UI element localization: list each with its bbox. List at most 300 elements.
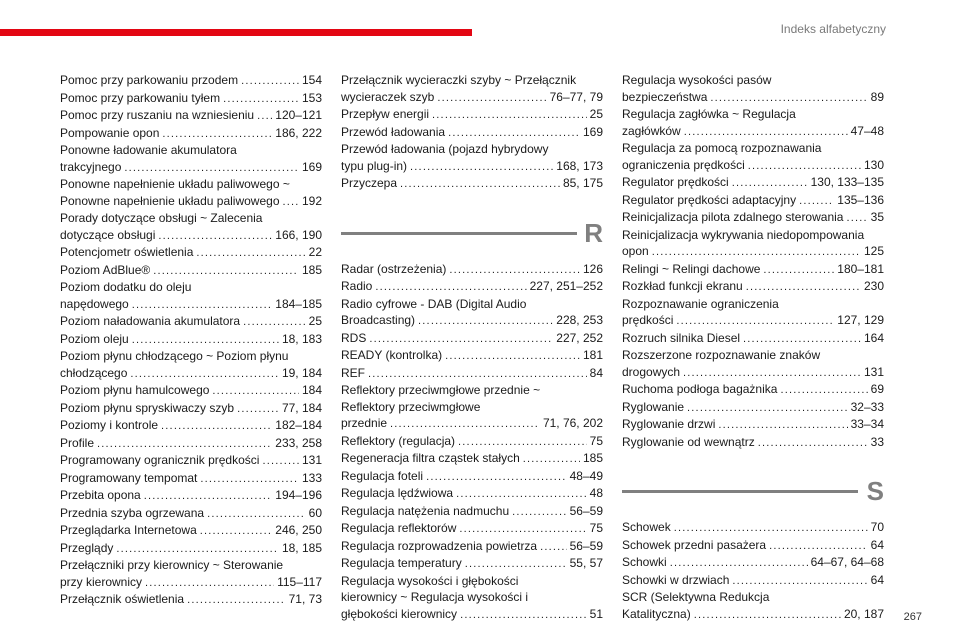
- entry-text: Poziom dodatku do oleju: [60, 280, 192, 294]
- entry-pages: 76–77, 79: [549, 89, 603, 104]
- entry-pages: 227, 252: [556, 330, 603, 345]
- entry-text: Regulator prędkości: [622, 175, 729, 189]
- index-entry-line: [622, 192, 884, 210]
- entry-pages: 56–59: [569, 538, 603, 553]
- dot-leader: [426, 469, 567, 486]
- dot-leader: [187, 592, 286, 609]
- index-entry-line: [341, 124, 603, 142]
- dot-leader: [418, 313, 553, 330]
- entry-text: napędowego: [60, 296, 129, 311]
- entry-text: przednie: [341, 416, 388, 430]
- index-entry-line: [60, 227, 322, 245]
- entry-pages: 186, 222: [275, 125, 322, 140]
- entry-pages: 18, 185: [281, 540, 322, 555]
- entry-pages: 185: [301, 262, 322, 277]
- entry-text: Relingi ~ Relingi dachowe: [622, 261, 761, 276]
- index-entry-line: [341, 278, 603, 296]
- index-entry-line: [60, 522, 322, 540]
- index-column-3: [622, 72, 884, 623]
- index-entry-line: [341, 89, 603, 107]
- entry-text: Rozszerzone rozpoznawanie znaków: [622, 348, 821, 362]
- index-entry-line: [60, 244, 322, 262]
- index-entry-line: [622, 364, 884, 382]
- index-entry-line: [341, 538, 603, 556]
- dot-leader: [196, 245, 305, 262]
- entry-text: typu plug-in): [341, 158, 408, 173]
- index-entry-line: [60, 72, 322, 90]
- index-entry-line: [341, 106, 603, 124]
- entry-pages: 130: [863, 157, 884, 172]
- index-entry-line: [622, 209, 884, 227]
- entry-pages: 56–59: [569, 503, 603, 518]
- entry-pages: 246, 250: [275, 523, 322, 537]
- index-entry-line: [341, 415, 603, 433]
- entry-pages: 71, 73: [288, 592, 322, 606]
- entry-pages: 135–136: [837, 192, 884, 207]
- entry-pages: 51: [589, 606, 603, 621]
- entry-text: ograniczenia prędkości: [622, 157, 745, 172]
- index-entry-line: [622, 174, 884, 192]
- index-entry-line: [60, 382, 322, 400]
- index-entry-line: [60, 313, 322, 331]
- entry-pages: 47–48: [850, 123, 884, 138]
- dot-leader: [780, 382, 867, 399]
- dot-leader: [223, 91, 299, 108]
- index-column-1: [60, 72, 322, 609]
- entry-text: Regeneracja filtra cząstek stałych: [341, 451, 520, 465]
- dot-leader: [161, 418, 272, 435]
- index-entry-line: [341, 382, 603, 399]
- entry-text: Poziom oleju: [60, 331, 129, 346]
- index-entry-line: [60, 557, 322, 574]
- entry-text: Potencjometr oświetlenia: [60, 245, 194, 259]
- entry-pages: 35: [870, 210, 884, 224]
- entry-text: dotyczące obsługi: [60, 227, 156, 242]
- entry-pages: 228, 253: [556, 313, 603, 327]
- entry-text: Schowek: [622, 520, 671, 534]
- entry-pages: 180–181: [837, 261, 884, 276]
- entry-pages: 230: [863, 279, 884, 293]
- dot-leader: [390, 416, 540, 433]
- index-entry-line: [60, 142, 322, 159]
- dot-leader: [670, 555, 808, 572]
- entry-pages: 64–67, 64–68: [810, 555, 884, 569]
- entry-text: Rozkład funkcji ekranu: [622, 279, 743, 293]
- index-entry-line: [60, 262, 322, 280]
- dot-leader: [448, 125, 580, 142]
- index-entry-line: [341, 347, 603, 365]
- entry-pages: 71, 76, 202: [542, 416, 603, 430]
- index-entry-line: [60, 574, 322, 592]
- dot-leader: [445, 348, 580, 365]
- entry-text: Poziomy i kontrole: [60, 418, 159, 432]
- entry-text: opon: [622, 244, 649, 258]
- index-entry-line: [341, 606, 603, 624]
- index-entry-line: [341, 175, 603, 193]
- index-entry-line: [341, 330, 603, 348]
- entry-text: Poziom naładowania akumulatora: [60, 314, 241, 328]
- entry-pages: 48–49: [569, 468, 603, 483]
- index-entry-line: [60, 107, 322, 125]
- entry-pages: 89: [870, 89, 884, 104]
- entry-pages: 70: [870, 520, 884, 534]
- index-entry-line: [341, 450, 603, 468]
- index-entry-line: [622, 572, 884, 590]
- entry-text: Schowki w drzwiach: [622, 572, 730, 587]
- index-entry-line: [622, 312, 884, 330]
- index-entry-line: [622, 381, 884, 399]
- entry-text: Poziom płynu spryskiwaczy szyb: [60, 400, 235, 415]
- dot-leader: [748, 158, 861, 175]
- entry-text: kierownicy ~ Regulacja wysokości i: [341, 590, 529, 604]
- index-entry-line: [622, 243, 884, 261]
- index-entry-line: [622, 227, 884, 244]
- index-entry-line: [622, 72, 884, 89]
- entry-pages: 60: [308, 505, 322, 520]
- index-entry-line: [60, 470, 322, 488]
- entry-text: Ponowne napełnienie układu paliwowego: [60, 193, 280, 208]
- index-entry-line: [60, 540, 322, 558]
- entry-text: SCR (Selektywna Redukcja: [622, 590, 770, 604]
- dot-leader: [687, 400, 848, 417]
- index-entry-line: [341, 555, 603, 573]
- entry-text: Rozpoznawanie ograniczenia: [622, 296, 779, 311]
- entry-pages: 227, 251–252: [529, 279, 603, 293]
- index-entry-line: [60, 125, 322, 143]
- entry-pages: 84: [589, 365, 603, 380]
- entry-text: Regulator prędkości adaptacyjny: [622, 192, 797, 207]
- dot-leader: [459, 521, 586, 538]
- page-number: 267: [903, 611, 922, 623]
- entry-pages: 131: [863, 364, 884, 379]
- entry-text: Regulacja rozprowadzenia powietrza: [341, 538, 538, 553]
- index-entry-line: [60, 279, 322, 296]
- entry-text: Pomoc przy parkowaniu tyłem: [60, 90, 221, 105]
- dot-leader: [207, 506, 306, 523]
- index-entry-line: [622, 589, 884, 606]
- index-entry-line: [341, 261, 603, 279]
- entry-pages: 130, 133–135: [810, 175, 884, 189]
- index-entry-line: [341, 520, 603, 538]
- entry-text: Regulacja za pomocą rozpoznawania: [622, 141, 822, 155]
- dot-leader: [769, 538, 868, 555]
- index-entry-line: [622, 140, 884, 157]
- entry-pages: 22: [308, 245, 322, 259]
- entry-text: Przełączniki przy kierownicy ~ Sterowanie: [60, 558, 284, 572]
- entry-text: Regulacja lędźwiowa: [341, 486, 454, 500]
- dot-leader: [746, 279, 861, 296]
- dot-leader: [456, 486, 587, 503]
- dot-leader: [410, 159, 553, 176]
- entry-pages: 192: [301, 193, 322, 208]
- index-entry-line: [60, 591, 322, 609]
- index-entry-line: [60, 452, 322, 470]
- entry-pages: 166, 190: [275, 227, 322, 242]
- dot-leader: [684, 124, 848, 141]
- entry-text: prędkości: [622, 313, 674, 327]
- entry-text: Reinicjalizacja wykrywania niedopompowania: [622, 227, 865, 242]
- index-entry-line: [622, 537, 884, 555]
- entry-text: READY (kontrolka): [341, 348, 443, 362]
- index-entry-line: [60, 193, 322, 211]
- dot-leader: [523, 451, 580, 468]
- entry-text: trakcyjnego: [60, 159, 122, 174]
- index-entry-line: [622, 606, 884, 624]
- dot-leader: [145, 575, 274, 592]
- entry-text: Przednia szyba ogrzewana: [60, 505, 205, 520]
- index-entry-line: [341, 158, 603, 176]
- entry-text: Pomoc przy ruszaniu na wzniesieniu: [60, 108, 255, 122]
- letter-divider: [341, 232, 577, 235]
- letter-header: [341, 219, 603, 257]
- index-entry-line: [341, 296, 603, 313]
- entry-text: Pomoc przy parkowaniu przodem: [60, 73, 239, 87]
- dot-leader: [743, 331, 861, 348]
- dot-leader: [460, 607, 587, 624]
- entry-pages: 18, 183: [281, 331, 322, 346]
- entry-text: Pompowanie opon: [60, 125, 160, 140]
- index-entry-line: [60, 159, 322, 177]
- index-entry-line: [622, 278, 884, 296]
- header-title: Indeks alfabetyczny: [780, 22, 886, 36]
- entry-text: Regulacja foteli: [341, 468, 424, 483]
- index-entry-line: [341, 365, 603, 383]
- entry-text: bezpieczeństwa: [622, 89, 708, 104]
- entry-pages: 115–117: [277, 574, 322, 589]
- index-entry-line: [60, 400, 322, 418]
- entry-text: Profile: [60, 435, 95, 450]
- index-column-2: [341, 72, 603, 623]
- entry-text: Regulacja natężenia nadmuchu: [341, 503, 510, 518]
- entry-pages: 64: [870, 572, 884, 587]
- entry-pages: 133: [301, 470, 322, 485]
- dot-leader: [763, 262, 834, 279]
- entry-text: Radar (ostrzeżenia): [341, 261, 447, 276]
- index-entry-line: [60, 210, 322, 227]
- dot-leader: [799, 193, 834, 210]
- dot-leader: [124, 160, 299, 177]
- entry-pages: 48: [589, 486, 603, 500]
- entry-text: Regulacja zagłówka ~ Regulacja: [622, 107, 796, 121]
- dot-leader: [710, 90, 867, 107]
- entry-pages: 131: [301, 453, 322, 467]
- entry-text: Przeglądy: [60, 540, 114, 555]
- entry-pages: 64: [870, 537, 884, 552]
- entry-text: Ryglowanie drzwi: [622, 417, 716, 431]
- entry-text: Reflektory przeciwmgłowe przednie ~: [341, 383, 541, 397]
- index-entry-line: [60, 417, 322, 435]
- entry-text: Regulacja reflektorów: [341, 521, 457, 535]
- entry-pages: 185: [582, 451, 603, 465]
- entry-text: Ruchoma podłoga bagażnika: [622, 382, 778, 396]
- entry-pages: 32–33: [850, 399, 884, 414]
- entry-pages: 154: [301, 73, 322, 87]
- entry-text: Przepływ energii: [341, 107, 430, 121]
- entry-pages: 125: [863, 244, 884, 258]
- dot-leader: [241, 73, 299, 90]
- entry-text: Schowki: [622, 555, 667, 569]
- dot-leader: [158, 228, 272, 245]
- dot-leader: [512, 504, 567, 521]
- dot-leader: [694, 607, 841, 624]
- entry-text: Przebita opona: [60, 488, 141, 502]
- dot-leader: [375, 279, 526, 296]
- dot-leader: [449, 262, 580, 279]
- index-entry-line: [341, 141, 603, 158]
- index-entry-line: [622, 416, 884, 434]
- entry-pages: 126: [582, 261, 603, 276]
- entry-text: Regulacja temperatury: [341, 556, 462, 570]
- dot-leader: [97, 436, 272, 453]
- dot-leader: [732, 175, 808, 192]
- dot-leader: [465, 556, 567, 573]
- dot-leader: [437, 90, 546, 107]
- dot-leader: [676, 313, 834, 330]
- entry-text: REF: [341, 365, 365, 380]
- dot-leader: [369, 331, 553, 348]
- dot-leader: [200, 471, 299, 488]
- dot-leader: [243, 314, 306, 331]
- index-entry-line: [341, 485, 603, 503]
- letter-divider: [622, 490, 858, 493]
- index-entry-line: [341, 72, 603, 89]
- index-entry-line: [60, 435, 322, 453]
- entry-text: Broadcasting): [341, 313, 416, 327]
- dot-leader: [683, 365, 861, 382]
- index-entry-line: [622, 261, 884, 279]
- index-entry-line: [341, 312, 603, 330]
- entry-text: RDS: [341, 330, 367, 345]
- dot-leader: [652, 244, 861, 261]
- dot-leader: [540, 539, 567, 556]
- entry-pages: 194–196: [275, 488, 322, 502]
- entry-text: Ponowne napełnienie układu paliwowego ~: [60, 177, 290, 191]
- index-entry-line: [60, 505, 322, 523]
- dot-leader: [237, 401, 279, 418]
- entry-text: przy kierownicy: [60, 574, 143, 589]
- entry-pages: 182–184: [275, 418, 322, 432]
- entry-text: Przeglądarka Internetowa: [60, 523, 197, 537]
- section-letter: S: [866, 476, 884, 506]
- dot-leader: [732, 573, 867, 590]
- index-entry-line: [341, 503, 603, 521]
- index-entry-line: [622, 106, 884, 123]
- dot-leader: [432, 107, 587, 124]
- dot-leader: [846, 210, 867, 227]
- index-entry-line: [622, 157, 884, 175]
- entry-pages: 85, 175: [562, 176, 603, 190]
- entry-pages: 164: [863, 330, 884, 345]
- entry-text: Poziom płynu chłodzącego ~ Poziom płynu: [60, 349, 289, 363]
- entry-pages: 169: [301, 159, 322, 174]
- entry-pages: 127, 129: [837, 313, 884, 327]
- entry-text: Poziom płynu hamulcowego: [60, 383, 210, 397]
- entry-text: Ryglowanie: [622, 399, 685, 414]
- entry-text: Programowany tempomat: [60, 470, 198, 485]
- letter-header: [622, 477, 884, 515]
- index-entry-line: [60, 331, 322, 349]
- dot-leader: [212, 383, 299, 400]
- dot-leader: [458, 434, 587, 451]
- index-entry-line: [341, 433, 603, 451]
- dot-leader: [400, 176, 560, 193]
- index-entry-line: [622, 330, 884, 348]
- dot-leader: [283, 194, 299, 211]
- dot-leader: [132, 297, 273, 314]
- entry-text: Reflektory przeciwmgłowe: [341, 399, 481, 414]
- index-entry-line: [60, 487, 322, 505]
- entry-pages: 233, 258: [275, 435, 322, 450]
- dot-leader: [130, 366, 279, 383]
- index-entry-line: [341, 399, 603, 416]
- entry-text: Rozruch silnika Diesel: [622, 330, 741, 345]
- entry-text: wycieraczek szyb: [341, 89, 435, 104]
- entry-text: Przewód ładowania: [341, 124, 446, 139]
- entry-pages: 77, 184: [281, 400, 322, 415]
- entry-text: Radio cyfrowe - DAB (Digital Audio: [341, 296, 527, 311]
- entry-text: Ponowne ładowanie akumulatora: [60, 143, 237, 157]
- index-entry-line: [341, 589, 603, 606]
- dot-leader: [200, 523, 273, 540]
- entry-text: Katalityczna): [622, 606, 691, 621]
- entry-pages: 181: [582, 348, 603, 362]
- entry-text: Ryglowanie od wewnątrz: [622, 434, 755, 449]
- index-entry-line: [622, 399, 884, 417]
- header-accent-bar: [0, 29, 472, 36]
- entry-pages: 20, 187: [843, 606, 884, 621]
- entry-text: Przewód ładowania (pojazd hybrydowy: [341, 142, 549, 156]
- entry-text: Przełącznik oświetlenia: [60, 592, 185, 606]
- entry-pages: 153: [301, 90, 322, 105]
- entry-pages: 169: [582, 124, 603, 139]
- dot-leader: [162, 126, 272, 143]
- entry-pages: 168, 173: [556, 158, 603, 173]
- index-entry-line: [60, 348, 322, 365]
- index-entry-line: [622, 554, 884, 572]
- entry-text: zagłówków: [622, 123, 681, 138]
- entry-text: Przyczepa: [341, 176, 398, 190]
- index-entry-line: [622, 347, 884, 364]
- dot-leader: [368, 366, 587, 383]
- entry-text: drogowych: [622, 364, 681, 379]
- dot-leader: [718, 417, 847, 434]
- index-entry-line: [60, 176, 322, 193]
- entry-text: chłodzącego: [60, 365, 128, 380]
- entry-text: Reinicjalizacja pilota zdalnego sterowania: [622, 210, 844, 224]
- entry-text: Poziom AdBlue®: [60, 262, 151, 277]
- index-entry-line: [622, 296, 884, 313]
- entry-text: Schowek przedni pasażera: [622, 537, 767, 552]
- entry-pages: 33–34: [850, 417, 884, 431]
- entry-text: głębokości kierownicy: [341, 606, 458, 621]
- dot-leader: [674, 520, 868, 537]
- index-entry-line: [622, 434, 884, 452]
- dot-leader: [257, 108, 272, 125]
- entry-pages: 33: [870, 434, 884, 449]
- index-entry-line: [60, 90, 322, 108]
- entry-text: Porady dotyczące obsługi ~ Zalecenia: [60, 211, 263, 225]
- entry-pages: 19, 184: [281, 365, 322, 380]
- entry-text: Regulacja wysokości i głębokości: [341, 573, 519, 588]
- entry-text: Przełącznik wycieraczki szyby ~ Przełącznik: [341, 73, 577, 87]
- entry-pages: 55, 57: [569, 556, 603, 570]
- entry-pages: 120–121: [275, 108, 322, 122]
- dot-leader: [153, 263, 299, 280]
- entry-text: Radio: [341, 279, 373, 293]
- dot-leader: [144, 488, 273, 505]
- entry-text: Reflektory (regulacja): [341, 433, 456, 448]
- dot-leader: [116, 541, 279, 558]
